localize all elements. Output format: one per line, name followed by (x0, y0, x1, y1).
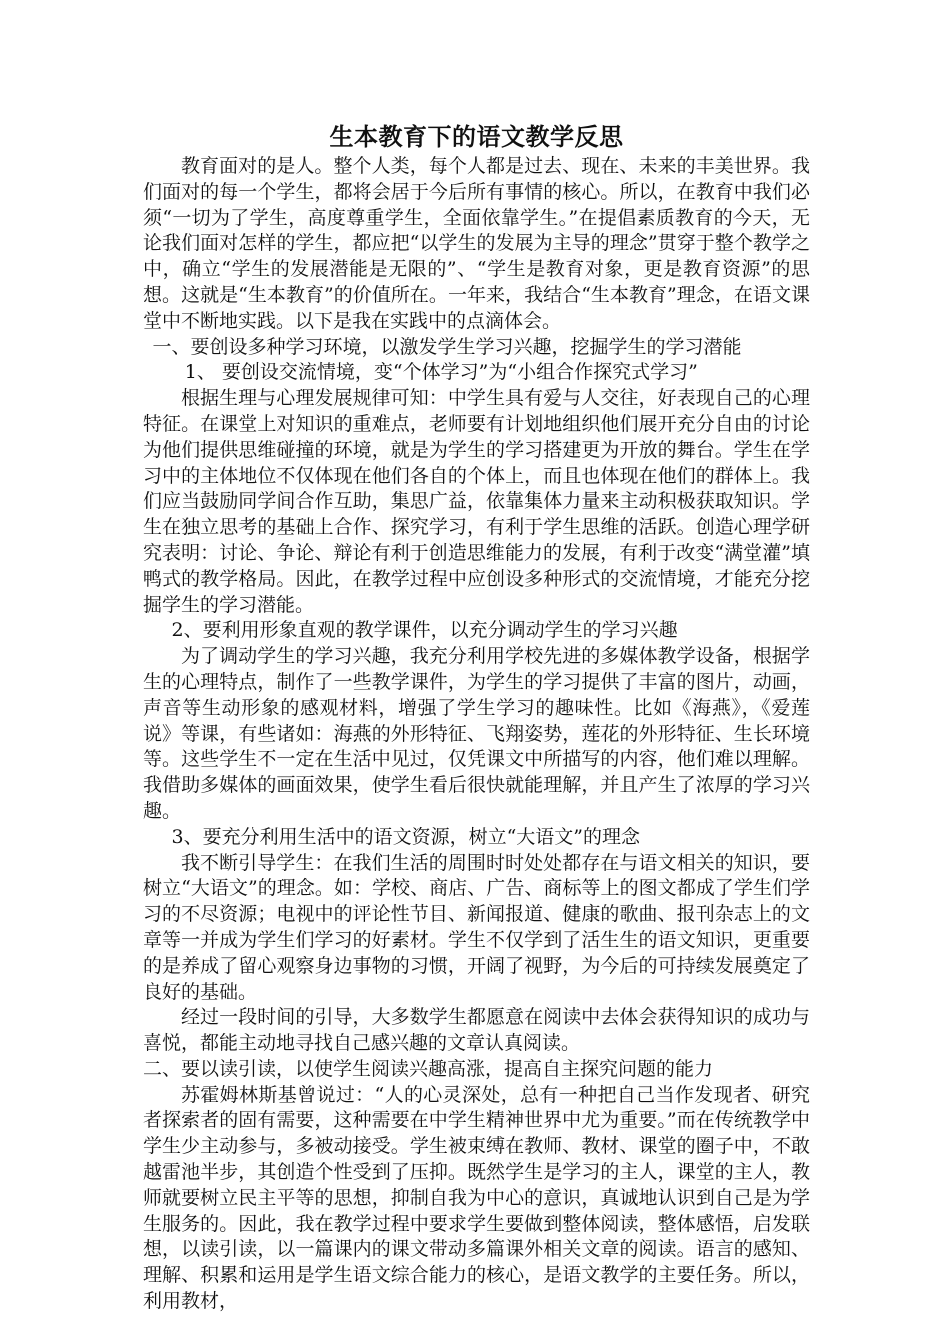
subsection-2-heading: 2、要利用形象直观的教学课件，以充分调动学生的学习兴趣 (171, 619, 678, 642)
section-2-heading: 二、要以读引读，以使学生阅读兴趣高涨，提高自主探究问题的能力 (143, 1057, 714, 1080)
document-page (143, 120, 810, 1315)
section-1-heading: 一、要创设多种学习环境，以激发学生学习兴趣，挖掘学生的学习潜能 (152, 335, 742, 358)
subsection-2-paragraph: 为了调动学生的学习兴趣，我充分利用学校先进的多媒体教学设备，根据学生的心理特点，制作了一些教学课件，为学生的学习提供了丰富的图片，动画，声音等生动形象的感观材料，增强了学生学习的趣味性。比如《海燕》，《爱莲说》等课，有些诸如：海燕的外形特征、飞翔姿势，莲花的外形特征、生长环境等。这些学生不一定在生活中见过，仅凭课文中所描写的内容，他们难以理解。我借助多媒体的画面效果，使学生看后很快就能理解，并且产生了浓厚的学习兴趣。 (143, 645, 810, 822)
intro-paragraph: 教育面对的是人。整个人类，每个人都是过去、现在、未来的丰美世界。我们面对的每一个学生，都将会居于今后所有事情的核心。所以，在教育中我们必须“一切为了学生，高度尊重学生，全面依靠学生。”在提倡素质教育的今天，无论我们面对怎样的学生，都应把“以学生的发展为主导的理念”贯穿于整个教学之中，确立“学生的发展潜能是无限的”、“学生是教育对象，更是教育资源”的思想。这就是“生本教育”的价值所在。一年来，我结合“生本教育”理念，在语文课堂中不断地实践。以下是我在实践中的点滴体会。 (143, 155, 810, 332)
subsection-3-heading: 3、要充分利用生活中的语文资源，树立“大语文”的理念 (171, 825, 641, 848)
subsection-3-paragraph: 我不断引导学生：在我们生活的周围时时处处都存在与语文相关的知识，要树立“大语文”的理念。如：学校、商店、广告、商标等上的图文都成了学生们学习的不尽资源；电视中的评论性节目、新闻报道、健康的歌曲、报刊杂志上的文章等一并成为学生们学习的好素材。学生不仅学到了活生生的语文知识，更重要的是养成了留心观察身边事物的习惯，开阔了视野，为今后的可持续发展奠定了良好的基础。 (143, 851, 810, 1003)
subsection-1-heading: 1、 要创设交流情境，变“个体学习”为“小组合作探究式学习” (184, 361, 698, 384)
document-title: 生本教育下的语文教学反思 (329, 122, 624, 151)
subsection-3-paragraph-2: 经过一段时间的引导，大多数学生都愿意在阅读中去体会获得知识的成功与喜悦，都能主动地寻找自己感兴趣的文章认真阅读。 (143, 1006, 810, 1055)
section-2-paragraph: 苏霍姆林斯基曾说过：“人的心灵深处，总有一种把自己当作发现者、研究者探索者的固有需要，这种需要在中学生精神世界中尤为重要。”而在传统教学中学生少主动参与，多被动接受。学生被束缚在教师、教材、课堂的圈子中，不敢越雷池半步，其创造个性受到了压抑。既然学生是学习的主人，课堂的主人，教师就要树立民主平等的思想，抑制自我为中心的意识，真诚地认识到自己是为学生服务的。因此，我在教学过程中要求学生要做到整体阅读，整体感悟，启发联想，以读引读，以一篇课内的课文带动多篇课外相关文章的阅读。语言的感知、理解、积累和运用是学生语文综合能力的核心，是语文教学的主要任务。所以，利用教材， (143, 1083, 810, 1313)
subsection-1-paragraph: 根据生理与心理发展规律可知：中学生具有爱与人交往，好表现自己的心理特征。在课堂上对知识的重难点，老师要有计划地组织他们展开充分自由的讨论为他们提供思维碰撞的环境，就是为学生的学习搭建更为开放的舞台。学生在学习中的主体地位不仅体现在他们各自的个体上，而且也体现在他们的群体上。我们应当鼓励同学间合作互助，集思广益，依靠集体力量来主动积极获取知识。学生在独立思考的基础上合作、探究学习，有利于学生思维的活跃。创造心理学研究表明：讨论、争论、辩论有利于创造思维能力的发展，有利于改变“满堂灌”填鸭式的教学格局。因此，在教学过程中应创设多种形式的交流情境，才能充分挖掘学生的学习潜能。 (143, 387, 810, 616)
